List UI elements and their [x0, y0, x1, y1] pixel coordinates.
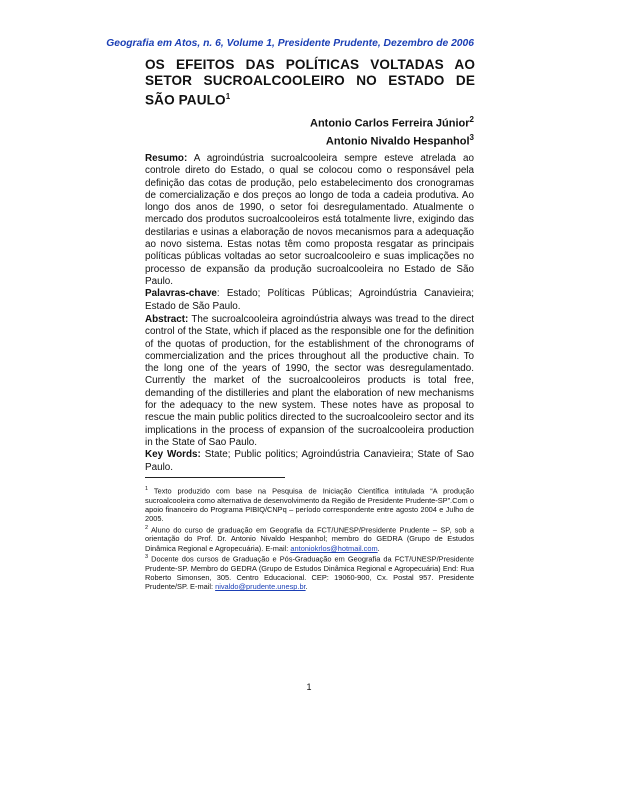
email-link[interactable]: antoniokrlos@hotmail.com [290, 543, 378, 553]
author-footnote-mark[interactable]: 2 [469, 115, 474, 124]
footnote-divider [145, 477, 285, 478]
footnote-text: Docente dos cursos de Graduação e Pós-Graduação em Geografia da FCT/UNESP/Presidente Prudente-SP. Membro do GEDRA (Grupo de Estudos Dinâmica Regional e Agropecuária) End: Rua Roberto Simonsen, 305. Centro Educacional. CEP: 19060-900, Cx. Postal 957. Presidente Prudente/SP. E-mail: [145, 554, 474, 592]
palavras-chave-text: : Estado; Políticas Públicas; Agroindústria Canavieira; Estado de São Paulo. [145, 288, 474, 312]
paper-title-text: OS EFEITOS DAS POLÍTICAS VOLTADAS AO SETOR SUCROALCOOLEIRO NO ESTADO DE SÃO PAULO [145, 57, 475, 108]
author-footnote-mark[interactable]: 3 [469, 132, 474, 142]
resumo-text: A agroindústria sucroalcooleira sempre esteve atrelada ao controle direto do Estado, o qual se colocou como o responsável pela definição das cotas de produção, pelo estabelecimento dos cronogramas de comercialização e dos preços ao longo de toda a cadeia produtiva. Ao longo dos anos de 1990, o setor foi desregulamentado. Atualmente o mercado dos produtos sucroalcooleiros está totalmente livre, exigindo das destilarias e usinas a elaboração de novos mecanismos para a adequação ao novo sistema. Estas notas têm como proposta resgatar as principais políticas públicas voltadas ao setor sucroalcooleiro e suas implicações no processo de expansão da produção sucroalcooleira no Estado de São Paulo. [145, 153, 474, 287]
resumo-section [145, 153, 474, 313]
footnote-text-end: . [377, 543, 380, 553]
footnote-mark: 3 [145, 554, 149, 561]
author-1 [310, 113, 474, 131]
footnote-1 [145, 485, 474, 524]
palavras-chave-label: Palavras-chave [145, 288, 217, 300]
title-footnote-mark[interactable]: 1 [225, 92, 231, 101]
abstract-label: Abstract: [145, 314, 189, 325]
footnote-text: Texto produzido com base na Pesquisa de Iniciação Científica intitulada “A produção sucroalcooleira como alternativa de desenvolvimento da Região de Presidente Prudente-SP”.Com o apoio financeiro do Programa PIBIQ/CNPq – período correspondente entre agosto 2004 e Julho de 2005. [145, 486, 474, 524]
page-number: 1 [306, 682, 312, 692]
paper-title [145, 57, 475, 109]
footnote-text-end: . [305, 582, 308, 592]
key-words-text: State; Public politics; Agroindústria Canavieira; State of Sao Paulo. [145, 449, 474, 473]
author-list [310, 113, 474, 148]
footnote-mark: 2 [145, 524, 149, 531]
author-2 [310, 131, 474, 149]
footnote-2 [145, 524, 474, 553]
author-name: Antonio Nivaldo Hespanhol [325, 135, 470, 148]
footnote-mark: 1 [145, 486, 149, 492]
author-name: Antonio Carlos Ferreira Júnior [310, 117, 470, 130]
footnote-3 [145, 553, 474, 592]
abstract-section [145, 314, 474, 474]
resumo-label: Resumo: [145, 153, 188, 164]
email-link[interactable]: nivaldo@prudente.unesp.br [215, 582, 306, 592]
key-words-label: Key Words: [145, 449, 201, 461]
running-header: Geografia em Atos, n. 6, Volume 1, Presidente Prudente, Dezembro de 2006 [106, 38, 474, 49]
footnotes [145, 485, 474, 592]
abstract-text: The sucroalcooleira agroindústria always was tread to the direct control of the State, which if placed as the responsible one for the definition of the quotas of production, for the establishment of the chronograms of commercialization and the prices throughout all the productive chain. To the long one of the years of 1990, the sector was desregulamentado. Currently the market of the sucroalcooleiros products is total free, demanding of the distilleries and plant the elaboration of new mechanisms for the adequacy to the new system. These notes have as proposal to rescue the main public politics directed to the sucroalcooleiro sector and its implications in the process of expansion of the sucroalcooleira production in the State of Sao Paulo. [145, 314, 474, 448]
footnote-text: Aluno do curso de graduação em Geografia da FCT/UNESP/Presidente Prudente – SP, sob a orientação do Prof. Dr. Antonio Nivaldo Hespanhol; membro do GEDRA (Grupo de Estudos Dinâmica Regional e Agropecuária). E-mail: [145, 525, 474, 553]
